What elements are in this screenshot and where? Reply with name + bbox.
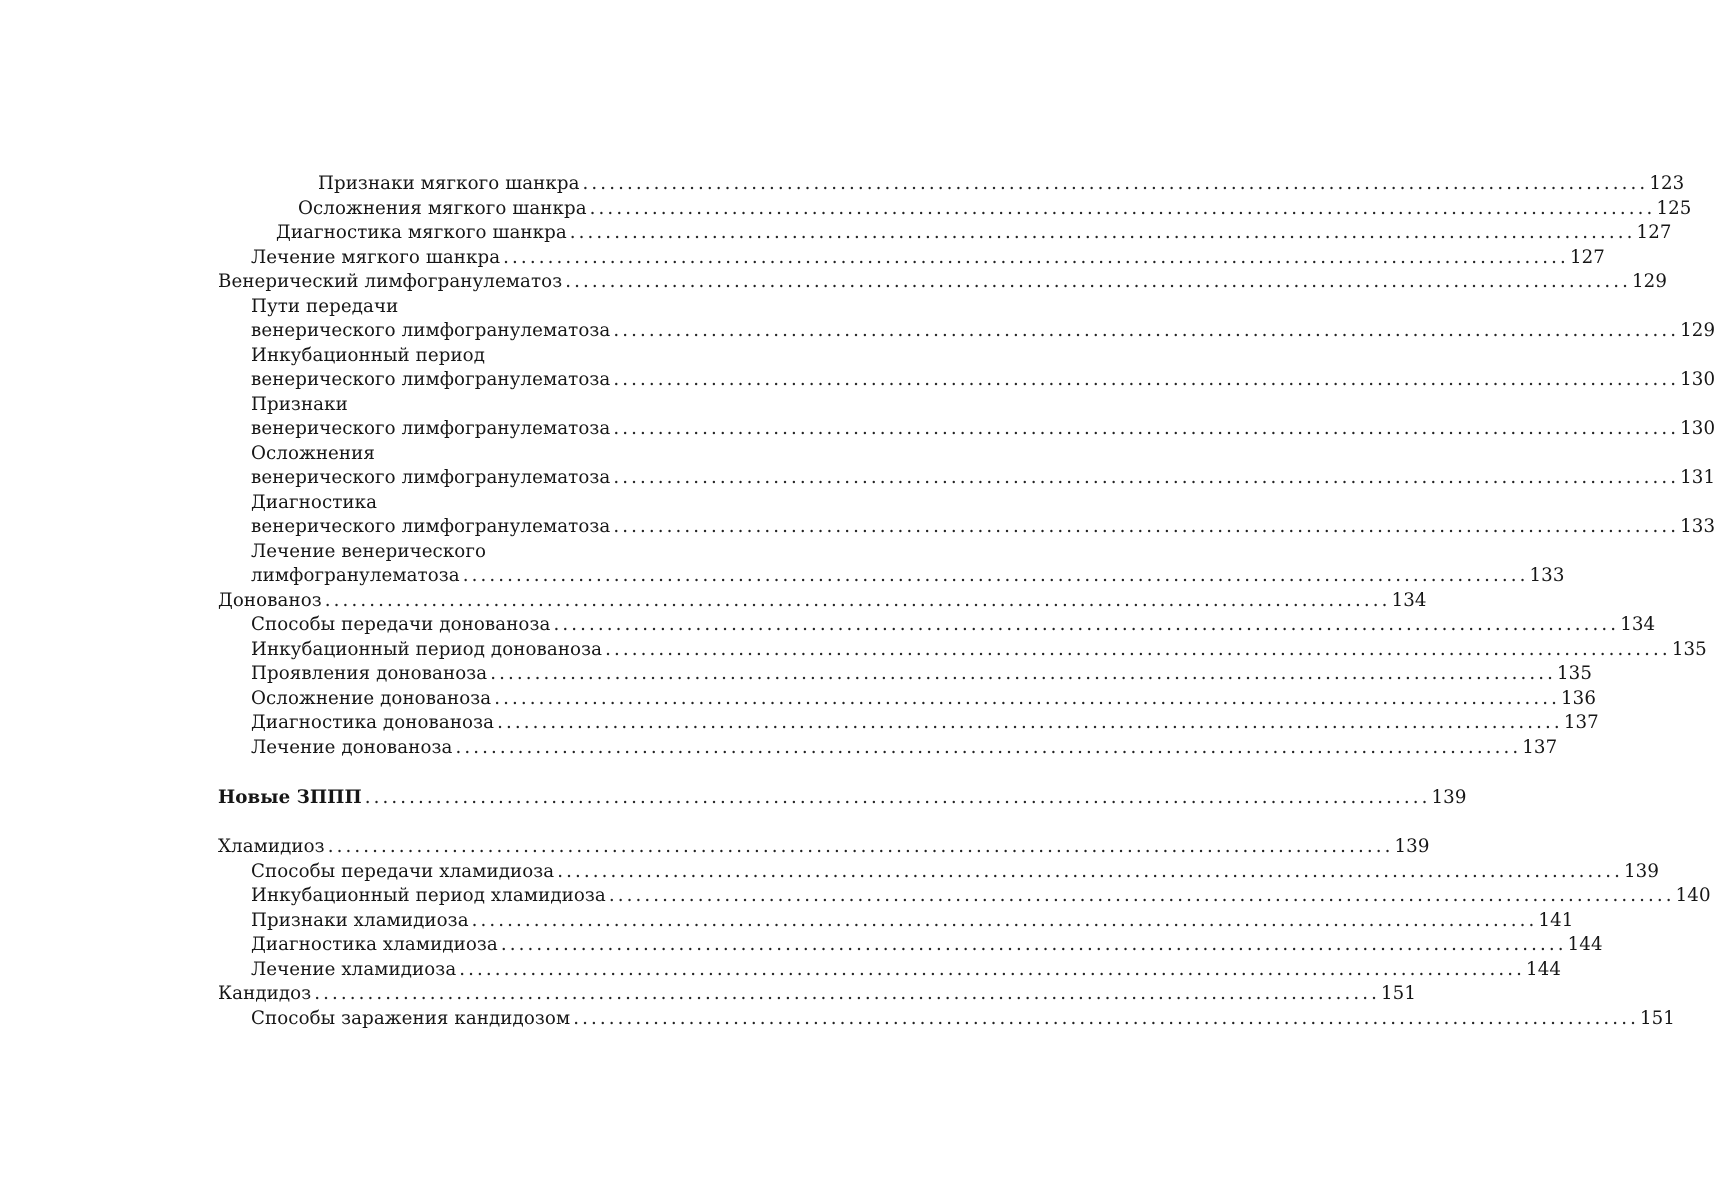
toc-entry-title: Способы передачи хламидиоза xyxy=(251,861,555,882)
toc-entry-title: Лечение хламидиоза xyxy=(251,959,457,980)
toc-entry-heading-line xyxy=(251,392,730,418)
dot-leader: ........................................................................................................................ xyxy=(573,1008,1639,1029)
toc-entry xyxy=(218,588,1427,614)
dot-leader: ........................................................................................................................ xyxy=(589,198,1656,219)
toc-entry-title: Диагностика мягкого шанкра xyxy=(276,222,567,243)
toc-entry xyxy=(251,514,1715,540)
toc-entry-title: Осложнение донованоза xyxy=(251,688,492,709)
toc-entry xyxy=(251,612,1656,638)
toc-entry xyxy=(318,171,1685,197)
dot-leader: ........................................................................................................................ xyxy=(553,614,1620,635)
toc-entry xyxy=(251,883,1711,909)
toc-entry-title: Признаки xyxy=(251,394,348,415)
dot-leader: ........................................................................................................................ xyxy=(605,639,1671,660)
toc-entry-page: 135 xyxy=(1557,663,1593,684)
dot-leader: ........................................................................................................................ xyxy=(613,369,1680,390)
toc-entry-page: 139 xyxy=(1624,861,1660,882)
toc-entry-page: 144 xyxy=(1526,959,1562,980)
toc-entry xyxy=(218,269,1668,295)
dot-leader: ........................................................................................................................ xyxy=(494,688,1561,709)
dot-leader: ........................................................................................................................ xyxy=(364,787,1431,808)
toc-entry-title: Лечение венерического xyxy=(251,541,487,562)
toc-entry xyxy=(251,465,1715,491)
toc-entry xyxy=(251,710,1599,736)
dot-leader: ........................................................................................................................ xyxy=(565,271,1631,292)
toc-entry xyxy=(251,367,1715,393)
toc-entry xyxy=(251,932,1603,958)
toc-entry-title: Хламидиоз xyxy=(218,836,325,857)
toc-entry-page: 140 xyxy=(1675,885,1711,906)
toc-entry xyxy=(298,196,1692,222)
toc-entry-page: 125 xyxy=(1656,198,1692,219)
toc-entry-page: 151 xyxy=(1639,1008,1675,1029)
toc-entry-title: Диагностика донованоза xyxy=(251,712,495,733)
toc-entry-page: 135 xyxy=(1671,639,1707,660)
toc-entry-title: Лечение мягкого шанкра xyxy=(251,247,501,268)
toc-entry-title: венерического лимфогранулематоза xyxy=(251,369,611,390)
toc-entry-heading-line xyxy=(251,343,730,369)
toc-entry-page: 130 xyxy=(1680,418,1715,439)
toc-entry xyxy=(251,245,1605,271)
toc-entry-title: Кандидоз xyxy=(218,983,312,1004)
toc-entry-page: 141 xyxy=(1538,910,1574,931)
toc-entry-title: Проявления донованоза xyxy=(251,663,488,684)
toc-entry-title: Лечение донованоза xyxy=(251,737,453,758)
toc-entry-page: 127 xyxy=(1636,222,1672,243)
dot-leader: ........................................................................................................................ xyxy=(462,565,1529,586)
toc-entry-heading-line xyxy=(251,490,730,516)
toc-entry-page: 134 xyxy=(1620,614,1656,635)
toc-entry-page: 129 xyxy=(1680,320,1715,341)
toc-entry-page: 127 xyxy=(1569,247,1605,268)
toc-entry-title: Инкубационный период xyxy=(251,345,486,366)
toc-entry-page: 133 xyxy=(1529,565,1565,586)
dot-leader: ........................................................................................................................ xyxy=(455,737,1522,758)
dot-leader: ........................................................................................................................ xyxy=(500,934,1567,955)
toc-entry-title: Способы заражения кандидозом xyxy=(251,1008,571,1029)
dot-leader: ........................................................................................................................ xyxy=(569,222,1636,243)
toc-entry-title: венерического лимфогранулематоза xyxy=(251,418,611,439)
toc-entry xyxy=(251,957,1562,983)
toc-entry xyxy=(276,220,1672,246)
toc-entry-title: Осложнения мягкого шанкра xyxy=(298,198,587,219)
dot-leader: ........................................................................................................................ xyxy=(497,712,1563,733)
toc-entry-page: 137 xyxy=(1522,737,1558,758)
toc-entry-page: 133 xyxy=(1680,516,1715,537)
dot-leader: ........................................................................................................................ xyxy=(503,247,1569,268)
toc-entry xyxy=(251,1006,1675,1032)
toc-entry-page: 131 xyxy=(1680,467,1715,488)
dot-leader: ........................................................................................................................ xyxy=(314,983,1380,1004)
toc-entry-title: Пути передачи xyxy=(251,296,399,317)
toc-entry-title: Венерический лимфогранулематоз xyxy=(218,271,563,292)
toc-entry-title: Способы передачи донованоза xyxy=(251,614,551,635)
toc-entry-page: 151 xyxy=(1381,983,1417,1004)
dot-leader: ........................................................................................................................ xyxy=(608,885,1675,906)
toc-entry-page: 123 xyxy=(1649,173,1685,194)
toc-entry xyxy=(251,661,1593,687)
toc-entry-title: лимфогранулематоза xyxy=(251,565,460,586)
toc-entry-page: 139 xyxy=(1394,836,1430,857)
toc-entry xyxy=(251,318,1715,344)
toc-section-entry xyxy=(218,785,1467,811)
toc-entry-title: Диагностика xyxy=(251,492,378,513)
toc-section-title: Новые ЗППП xyxy=(218,787,362,808)
dot-leader: ........................................................................................................................ xyxy=(582,173,1649,194)
toc-entry xyxy=(251,735,1558,761)
dot-leader: ........................................................................................................................ xyxy=(613,467,1680,488)
toc-entry-page: 134 xyxy=(1391,590,1427,611)
dot-leader: ........................................................................................................................ xyxy=(613,516,1680,537)
toc-entry-heading-line xyxy=(251,539,730,565)
dot-leader: ........................................................................................................................ xyxy=(324,590,1391,611)
dot-leader: ........................................................................................................................ xyxy=(490,663,1556,684)
toc-entry-heading-line xyxy=(251,441,730,467)
toc-entry-title: венерического лимфогранулематоза xyxy=(251,320,611,341)
toc-entry-title: венерического лимфогранулематоза xyxy=(251,467,611,488)
toc-entry-page: 137 xyxy=(1563,712,1599,733)
dot-leader: ........................................................................................................................ xyxy=(327,836,1394,857)
toc-entry-heading-line xyxy=(251,294,730,320)
toc-entry-page: 130 xyxy=(1680,369,1715,390)
toc-entry xyxy=(218,981,1417,1007)
toc-entry-title: венерического лимфогранулематоза xyxy=(251,516,611,537)
toc-entry-title: Инкубационный период хламидиоза xyxy=(251,885,606,906)
toc-entry-page: 144 xyxy=(1567,934,1603,955)
toc-entry-title: Признаки мягкого шанкра xyxy=(318,173,580,194)
dot-leader: ........................................................................................................................ xyxy=(613,320,1680,341)
toc-entry xyxy=(251,908,1574,934)
dot-leader: ........................................................................................................................ xyxy=(557,861,1624,882)
toc-entry-page: 136 xyxy=(1561,688,1597,709)
toc-entry xyxy=(251,563,1565,589)
dot-leader: ........................................................................................................................ xyxy=(471,910,1538,931)
toc-entry xyxy=(251,637,1707,663)
toc-entry-page: 129 xyxy=(1632,271,1668,292)
dot-leader: ........................................................................................................................ xyxy=(459,959,1526,980)
toc-entry-title: Диагностика хламидиоза xyxy=(251,934,498,955)
toc-entry xyxy=(218,834,1430,860)
toc-entry-title: Осложнения xyxy=(251,443,375,464)
toc-entry-title: Признаки хламидиоза xyxy=(251,910,469,931)
toc-entry xyxy=(251,859,1660,885)
dot-leader: ........................................................................................................................ xyxy=(613,418,1680,439)
toc-entry-page: 139 xyxy=(1431,787,1467,808)
toc-entry-title: Донованоз xyxy=(218,590,322,611)
toc-entry-title: Инкубационный период донованоза xyxy=(251,639,603,660)
toc-entry xyxy=(251,686,1597,712)
toc-entry xyxy=(251,416,1715,442)
